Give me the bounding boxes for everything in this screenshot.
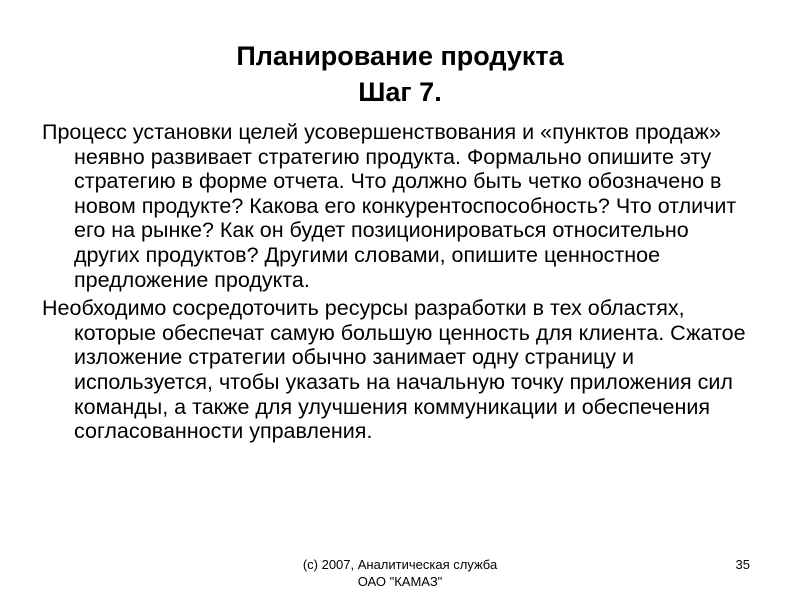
slide-body bbox=[42, 120, 758, 448]
title-line-1: Планирование продукта bbox=[236, 41, 564, 71]
slide-title bbox=[0, 38, 800, 110]
footer-copyright bbox=[240, 556, 560, 590]
footer-line-1: (c) 2007, Аналитическая служба bbox=[302, 557, 498, 572]
paragraph-1: Процесс установки целей усовершенствования и «пунктов продаж» неявно развивает стратегию продукта. Формально опишите эту стратегию в форме отчета. Что должно быть четко обозначено в новом продукте? Какова его конкурентоспособность? Что отличит его на рынке? Как он будет позиционироваться относительно других продуктов? Другими словами, опишите ценностное предложение продукта. bbox=[42, 120, 737, 292]
title-line-2: Шаг 7. bbox=[358, 77, 442, 107]
page-number: 35 bbox=[735, 557, 750, 572]
paragraph-2: Необходимо сосредоточить ресурсы разработки в тех областях, которые обеспечат самую большую ценность для клиента. Сжатое изложение стратегии обычно занимает одну страницу и используется, чтобы указать на начальную точку приложения сил команды, а также для улучшения коммуникации и обеспечения согласованности управления. bbox=[42, 296, 746, 444]
footer-line-2: ОАО "КАМАЗ" bbox=[357, 574, 443, 589]
